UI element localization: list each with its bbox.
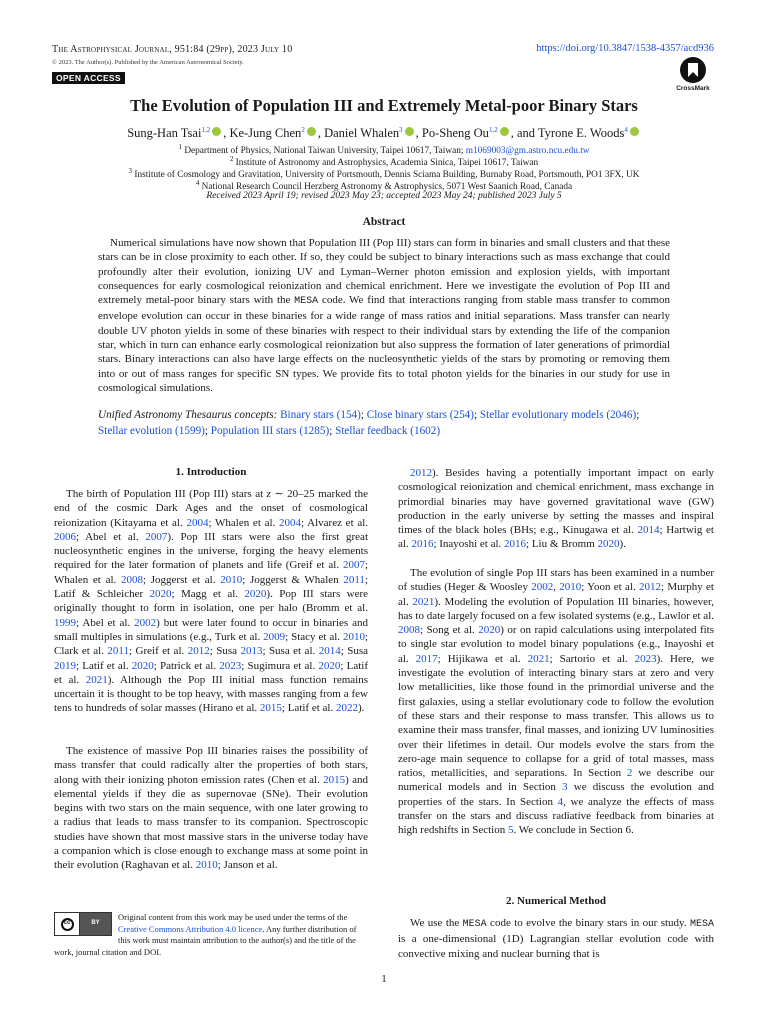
citation-link[interactable]: 2002 [134,616,157,629]
citation-link[interactable]: 2013 [240,645,263,658]
citation-link[interactable]: 2017 [415,652,438,665]
intro-paragraph-1: The birth of Population III (Pop III) stars at z ∼ 20–25 marked the end of the cosmic Dark Ages and the onset of cosmological reionization (Kitayama et al. 2004; Whalen et al. 2004; Alvarez et al. 2006; Abel et al. 2007). Pop III stars were also the first great nucleosynthetic engines in the universe, forging the heavy elements required for the later formation of planets and life (Greif et al. 2007; Whalen et al. 2008; Joggerst et al. 2010; Joggerst & Whalen 2011; Latif & Schleicher 2020; Magg et al. 2020). Pop III stars were originally thought to form in isolation, one per halo (Bromm et al. 1999; Abel et al. 2002) but were later found to occur in binaries and small multiples in simulations (e.g., Turk et al. 2009; Stacy et al. 2010; Clark et al. 2011; Greif et al. 2012; Susa 2013; Susa et al. 2014; Susa 2019; Latif et al. 2020; Patrick et al. 2023; Sugimura et al. 2020; Latif et al. 2021). Although the Pop III initial mass function remains uncertain it is thought to be top heavy, with masses ranging from a few tens to hundreds of solar masses (Hirano et al. 2015; Latif et al. 2022). [54,488,369,715]
citation-link[interactable]: 2004 [186,516,209,529]
citation-link[interactable]: 2002 [531,581,554,594]
method-paragraph-1: We use the MESA code to evolve the binary stars in our study. MESA is a one-dimensional (1D) Lagrangian stellar evolution code with convective mixing and nuclear burning that is [398,917,714,960]
citation-link[interactable]: 2023 [219,659,242,672]
uat-concepts: Unified Astronomy Thesaurus concepts: Binary stars (154); Close binary stars (254); Stellar evolutionary models (2046); Stellar evolution (1599); Population III stars (1285); Stellar feedback (1602) [98,409,640,437]
citation-link[interactable]: 2008 [120,573,143,586]
crossmark-button[interactable] [673,57,713,92]
section-heading-numerical-method: 2. Numerical Method [506,895,606,907]
citation-link[interactable]: 2010 [220,573,243,586]
intro-paragraph-2: The existence of massive Pop III binaries raises the possibility of mass transfer that could radically alter the properties of both stars, along with their ionizing photon emission rates (Chen et al. 2015) and elemental yields if they die as supernovae (SNe). Their evolution begins with two stars on the main sequence, with one later growing to a radius that leads to mass transfer to its companion. Spectroscopic studies have shown that most massive stars in the universe today have a companion which is close enough to exchange mass at some point in their evolution (Raghavan et al. 2010; Janson et al. [54,745,369,872]
abstract-heading: Abstract [362,216,406,228]
citation-link[interactable]: 2020 [478,624,501,637]
citation-link[interactable]: 2012 [638,581,661,594]
citation-link[interactable]: 2021 [527,652,550,665]
intro-paragraph-4: The evolution of single Pop III stars has been examined in a number of studies (Heger & Woosley 2002, 2010; Yoon et al. 2012; Murphy et al. 2021). Modeling the evolution of Population III binaries, however, has to date largely focused on a few isolated systems (e.g., Lawlor et al. 2008; Song et al. 2020) or on rapid calculations using interpolated fits to single star evolution to model binary populations (e.g., Inayoshi et al. 2017; Hijikawa et al. 2021; Sartorio et al. 2023). Here, we investigate the evolution of interacting binary stars at zero and very low metallicities, like those found in the primordial universe and the first galaxies, using a stellar evolutionary code to follow the evolution of these stars and their response to mass transfer. This allows us to examine their mass transfer, final masses, and ionizing UV luminosities over their lifetimes in detail. Our models evolve the stars from the zero-age main sequence to collapse for a grid of total masses, mass ratios, metallicities, and separations. In Section 2 we describe our numerical models and in Section 3 we discuss the evolution and properties of the stars. In Section 4, we analyze the effects of mass transfer on the stars and discuss radiative feedback from binaries at high redshifts in Section 5. We conclude in Section 6. [398,567,715,837]
paper-title: The Evolution of Population III and Extremely Metal-poor Binary Stars [130,96,638,115]
abstract-text: Numerical simulations have now shown that Population III (Pop III) stars can form in binaries and small clusters and that these stars can be in close proximity to each other. If so, they could be subject to binary interactions such as mass exchange that could profoundly alter their evolution, ionizing UV and Lyman–Werner photon emission and explosion yields, with important consequences for early cosmological reionization and chemical enrichment. Here we investigate the evolution of Pop III and extremely metal-poor binary stars with the MESA code. We find that interactions ranging from stable mass transfer to common envelope evolution can occur in these binaries for a wide range of mass ratios and initial separations. Mass transfer can nearly double UV photon yields in some of these binaries with respect to their individual stars by extending the life of the companion star, which in turn can enhance early cosmological reionization but also suppress the formation of later generations of primordial stars. Binary interactions can also have large effects on the nucleosynthetic yields of the stars by promoting or removing them into or out of mass ranges for specific SN types. We provide fits to total photon yields for the binaries in our study for use in cosmological simulations. [98,237,670,394]
citation-link[interactable]: 2020 [149,588,172,601]
citation-link[interactable]: 2021 [412,595,435,608]
open-access-badge: OPEN ACCESS [52,72,125,84]
citation-link[interactable]: 2011 [107,645,130,658]
citation-link[interactable]: 5 [508,824,514,837]
author-name: Ke-Jung Chen [229,126,302,141]
cc-icon: cc [61,918,74,931]
citation-link[interactable]: 2015 [323,773,346,786]
citation-link[interactable]: 1999 [54,616,76,629]
affiliation-2: $^2$ Institute of Astronomy and Astrophysics, Academia Sinica, Taipei 10617, Taiwan [229,155,539,169]
author-name: Po-Sheng Ou [421,126,489,141]
citation-link[interactable]: 2009 [263,630,286,643]
cc-by-badge[interactable] [54,912,112,936]
citation-link[interactable]: 2016 [504,538,527,551]
citation-link[interactable]: 2023 [634,652,657,665]
citation-link[interactable]: 2020 [131,659,154,672]
orcid-icon[interactable] [630,127,639,136]
citation-link[interactable]: 2012 [187,645,210,658]
citation-link[interactable]: 2022 [335,702,358,715]
author-name: Tyrone E. Woods [537,126,625,141]
citation-link[interactable]: 2015 [259,702,282,715]
author-name: Daniel Whalen [324,126,400,141]
author-name: Sung-Han Tsai [127,126,202,141]
citation-link[interactable]: 2014 [637,524,660,537]
citation-link[interactable]: 2020 [318,659,341,672]
citation-link[interactable]: 2021 [85,673,108,686]
citation-link[interactable]: 2006 [54,530,76,543]
uat-concept-link[interactable]: Stellar feedback (1602) [335,424,441,437]
affiliation-1: $^1$ Department of Physics, National Taiwan University, Taipei 10617, Taiwan; m1069003@gm.astro.ncu.edu.tw [178,143,590,157]
citation-link[interactable]: 2014 [318,645,341,658]
section-heading-introduction: 1. Introduction [175,466,247,478]
by-icon: BY [91,920,100,927]
doi-link[interactable]: https://doi.org/10.3847/1538-4357/acd936 [536,43,714,54]
citation-link[interactable]: 3 [562,781,568,794]
citation-link[interactable]: 2012 [410,467,432,479]
citation-link[interactable]: 2010 [559,581,582,594]
received-dates: Received 2023 April 19; revised 2023 May 23; accepted 2023 May 24; published 2023 July 5 [206,191,562,201]
citation-link[interactable]: 2011 [343,573,365,586]
citation-link[interactable]: 2007 [145,530,168,543]
citation-link[interactable]: 4 [557,795,564,808]
journal-citation: The Astrophysical Journal, 951:84 (29pp), 2023 July 10 [52,44,293,55]
citation-link[interactable]: 2010 [342,630,365,643]
email-link[interactable]: m1069003@gm.astro.ncu.edu.tw [465,146,590,157]
citation-link[interactable]: 2020 [244,588,267,601]
code-name: MESA [294,296,319,308]
copyright-notice: © 2023. The Author(s). Published by the American Astronomical Society. [52,59,244,66]
citation-link[interactable]: 2004 [279,516,301,529]
license-link[interactable]: Creative Commons Attribution 4.0 licence [118,923,263,934]
citation-link[interactable]: 2020 [597,538,620,551]
uat-concept-link[interactable]: Binary stars (154) [280,409,361,421]
crossmark-label: CrossMark [676,85,710,92]
citation-link[interactable]: 2016 [411,538,434,551]
affiliation-3: $^3$ Institute of Cosmology and Gravitation, University of Portsmouth, Dennis Sciama Building, Burnaby Road, Portsmouth, PO1 3FX, UK [128,167,640,181]
crossmark-icon [680,57,706,83]
citation-link[interactable]: 2 [626,767,633,780]
orcid-icon[interactable] [307,127,316,136]
affiliation-4: $^4$ National Research Council Herzberg Astronomy & Astrophysics, 5071 West Saanich Road, Canada [195,179,573,193]
uat-concept-link[interactable]: Population III stars (1285) [210,424,330,437]
page-number: 1 [381,973,387,985]
uat-concept-link[interactable]: Stellar evolution (1599) [98,424,205,437]
uat-concept-link[interactable]: Stellar evolutionary models (2046) [479,409,637,421]
citation-link[interactable]: 2008 [398,624,420,637]
citation-link[interactable]: 2010 [195,859,218,872]
citation-link[interactable]: 2007 [342,559,365,572]
orcid-icon[interactable] [405,127,414,136]
citation-link[interactable]: 2019 [54,659,76,672]
orcid-icon[interactable] [500,127,509,136]
orcid-icon[interactable] [212,127,221,136]
uat-concept-link[interactable]: Close binary stars (254) [366,409,474,421]
license-notice: cc BY Original content from this work may be used under the terms of the Creative Commons Attribution 4.0 licence. Any further distribution of this work must maintain attribution to the author(s) and the title of the work, journal citation and DOI. [54,912,357,957]
intro-paragraph-3: 2012). Besides having a potentially important impact on early cosmological reionization and chemical enrichment, mass exchange in primordial binaries may have governed gravitational wave (GW) production in the early universe by setting the masses and inspiral times of the black holes (BHs; e.g., Kinugawa et al. 2014; Hartwig et al. 2016; Inayoshi et al. 2016; Liu & Bromm 2020). [398,467,714,551]
author-list: Sung-Han Tsai$^{1,2}$ , Ke-Jung Chen$^2$ , Daniel Whalen$^3$ , Po-Sheng Ou$^{1,2}$ , and Tyrone E. Woods$^4$ [0,126,768,141]
